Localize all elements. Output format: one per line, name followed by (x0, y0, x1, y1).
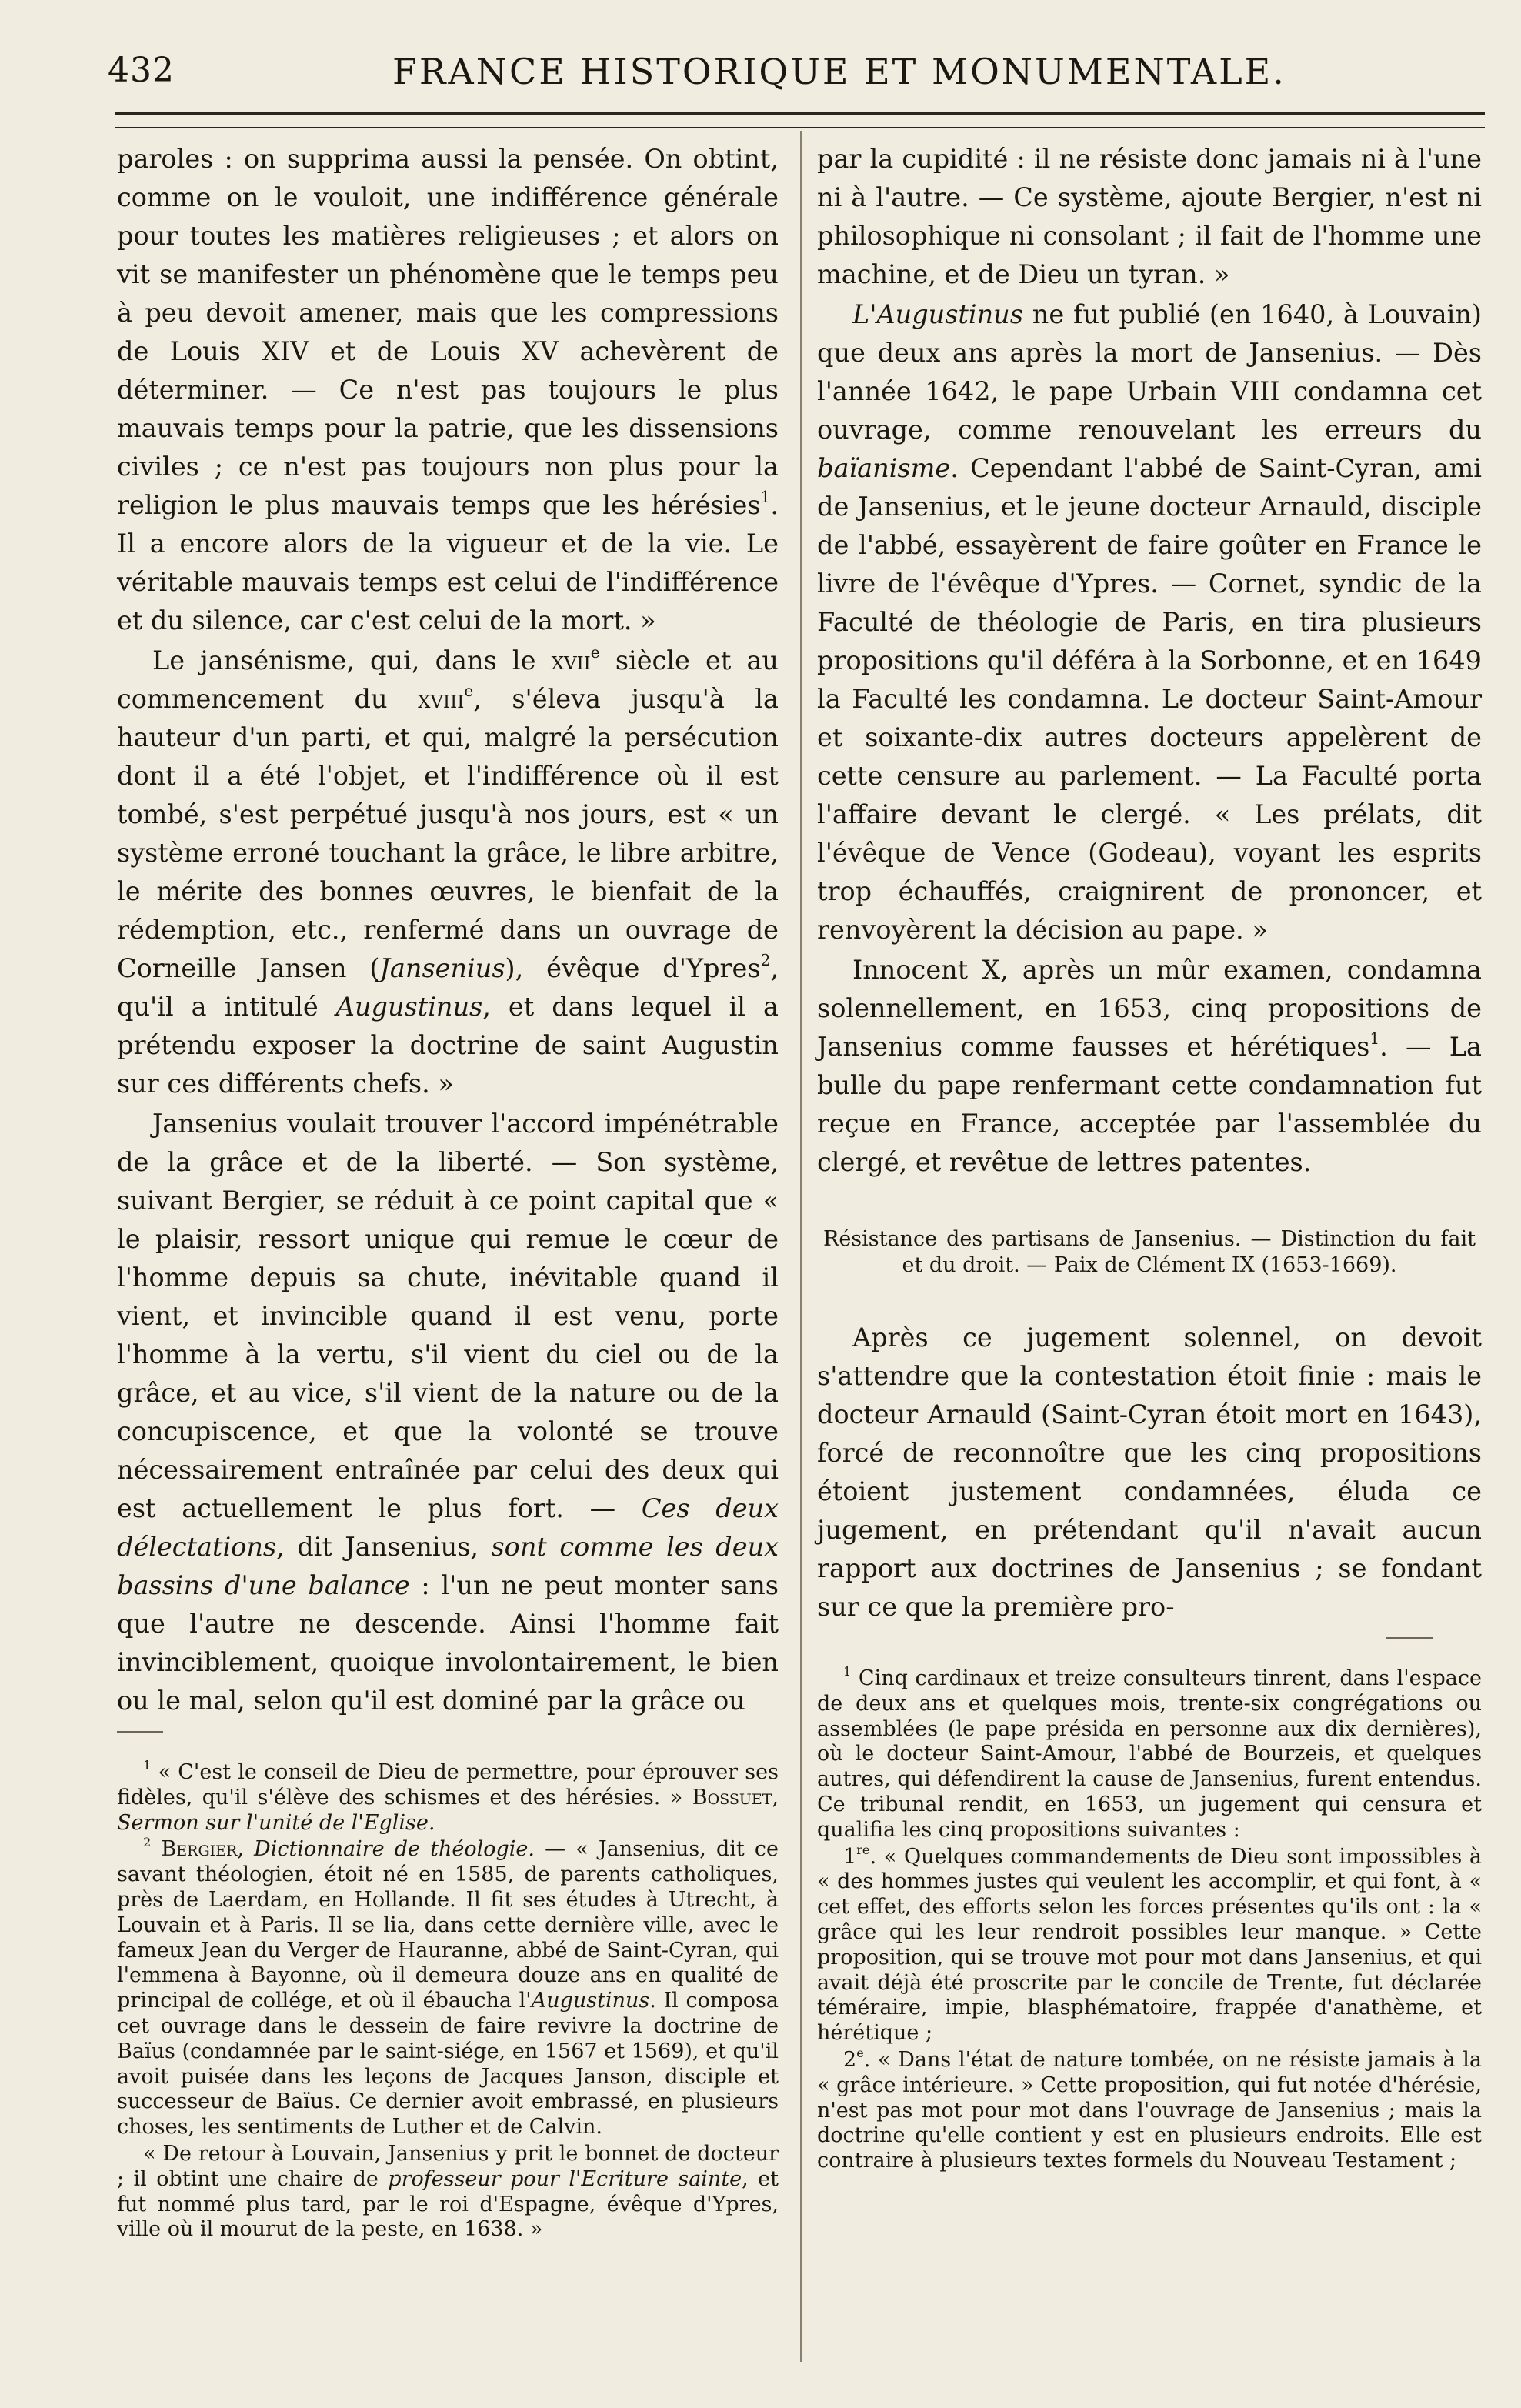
footnote-number: 1 (843, 1663, 852, 1679)
section-heading (823, 1226, 1476, 1279)
text: , s'éleva jusqu'à la hauteur d'un parti, et qui, malgré la persécution dont il a été l'objet, et l'indifférence où il est tombé, s'est perpétué jusqu'à nos jours, est « un système erroné touchant la grâce, le libre arbitre, le mérite des bonnes œuvres, le bienfait de la rédemption, etc., renfermé dans un ouvrage de Corneille Jansen ( (117, 684, 779, 983)
footnote-rule (1386, 1637, 1433, 1639)
footnotes (117, 1757, 779, 2243)
italic-text: Augustinus (335, 992, 483, 1022)
italic-text: Ces deux délectations (117, 1493, 779, 1562)
text: Jansenius voulait trouver l'accord impénétrable de la grâce et de la liberté. — Son système, suivant Bergier, se réduit à ce point capital que « le plaisir, ressort unique qui remue le cœur de l'homme depuis sa chute, inévitable quand il vient, et invincible quand il est venu, porte l'homme à la vertu, s'il vient du ciel ou de la grâce, et au vice, s'il vient de la nature ou de la concupiscence, et que la volonté se trouve nécessairement entraînée par celui des deux qui est actuellement le plus fort. — (117, 1109, 779, 1523)
italic-text: Augustinus (531, 1989, 650, 2013)
text: : l'un ne peut monter sans que l'autre ne descende. Ainsi l'homme fait invinciblement, quoique involontairement, le bien ou le mal, selon qu'il est dominé par la grâce ou (117, 1570, 779, 1716)
century: xvii (551, 645, 591, 675)
section-heading-line: et du droit. — Paix de Clément IX (1653-1669). (902, 1253, 1397, 1277)
text: , dit Jansenius, (276, 1532, 492, 1562)
list-number: 1 (843, 1844, 857, 1869)
text: , et dans lequel il a prétendu exposer la doctrine de saint Augustin sur ces différents chefs. » (117, 992, 779, 1099)
page-header (108, 45, 1485, 98)
text: paroles : on supprima aussi la pensée. On obtint, comme on le vouloit, une indifférence générale pour toutes les matières religieuses ; et alors on vit se manifester un phénomène que le temps peu à peu devoit amener, mais que les compressions de Louis XIV et de Louis XV achevèrent de déterminer. — Ce n'est pas toujours le plus mauvais temps pour la patrie, que les dissensions civiles ; ce n'est pas toujours non plus pour la religion le plus mauvais temps que les hérésies (117, 144, 779, 520)
text: , (772, 1785, 779, 1809)
italic-text: L'Augustinus (852, 299, 1023, 329)
text: . Il composa cet ouvrage dans le dessein de faire revivre la doctrine de Baïus (condamnée par le saint-siége, en 1567 et 1569), et qu'il avoit puisée dans les leçons de Jacques Janson, disciple et successeur de Baïus. Ce dernier avoit embrassé, en plusieurs choses, les sentiments de Luther et de Calvin. (117, 1989, 779, 2140)
list-number: 2 (843, 2047, 857, 2072)
footnotes (817, 1663, 1482, 2174)
author: Bossuet (692, 1785, 772, 1809)
italic-text: Dictionnaire de théologie. (254, 1837, 535, 1862)
footnote-ref: 2 (760, 950, 771, 969)
page-number: 432 (108, 51, 175, 90)
footnote (817, 2045, 1482, 2174)
footnote-ref: 1 (1369, 1029, 1380, 1048)
footnote-number: 2 (143, 1835, 152, 1850)
running-title: FRANCE HISTORIQUE ET MONUMENTALE. (392, 51, 1286, 92)
paragraph (817, 295, 1482, 949)
italic-text: sont comme les deux bassins d'une balance (117, 1532, 779, 1600)
text: . — La bulle du pape renfermant cette condamnation fut reçue en France, acceptée par l'assemblée du clergé, et revêtue de lettres patentes. (817, 1032, 1482, 1177)
text: ne fut publié (en 1640, à Louvain) que deux ans après la mort de Jansenius. — Dès l'année 1642, le pape Urbain VIII condamna cet ouvrage, comme renouvelant les erreurs du (817, 299, 1482, 445)
text: Cinq cardinaux et treize consulteurs tinrent, dans l'espace de deux ans et quelques mois, trente-six congrégations ou assemblées (le pape présida en personne aux dix dernières), où le docteur Saint-Amour, l'abbé de Bourzeis, et quelques autres, qui défendirent la cause de Jansenius, furent entendus. Ce tribunal rendit, en 1653, un jugement qui censura et qualifia les cinq propositions suivantes : (817, 1666, 1482, 1842)
footnote (817, 1842, 1482, 2046)
text: « C'est le conseil de Dieu de permettre, pour éprouver ses fidèles, qu'il s'élève des schismes et des hérésies. » (117, 1760, 779, 1809)
paragraph (817, 951, 1482, 1182)
footnote (117, 2142, 779, 2243)
italic-text: baïanisme (817, 453, 951, 483)
footnote-rule (117, 1731, 163, 1733)
paragraph: par la cupidité : il ne résiste donc jamais ni à l'une ni à l'autre. — Ce système, ajoute Bergier, n'est ni philosophique ni consolant ; il fait de l'homme une machine, et de Dieu un tyran. » (817, 144, 1482, 289)
left-column (117, 140, 779, 2243)
text: Innocent X, après un mûr examen, condamna solennellement, en 1653, cinq propositions de Jansenius comme fausses et hérétiques (817, 955, 1482, 1062)
italic-text: Sermon sur l'unité de l'Eglise. (117, 1810, 435, 1835)
paragraph (117, 1105, 779, 1720)
footnote (117, 1757, 779, 1836)
ordinal: e (856, 2045, 864, 2060)
text: . « Dans l'état de nature tombée, on ne résiste jamais à la « grâce intérieure. » Cette proposition, qui fut notée d'hérésie, n'est pas mot pour mot dans l'ouvrage de Jansenius ; mais la doctrine qu'elle contient y est en plusieurs endroits. Elle est contraire à plusieurs textes formels du Nouveau Testament ; (817, 2047, 1482, 2173)
century: xviii (418, 684, 465, 714)
text: Le jansénisme, qui, dans le (152, 645, 552, 675)
text: , qu'il a intitulé (117, 953, 779, 1022)
text: siècle et au commencement du (117, 645, 779, 714)
section-heading-line: Résistance des partisans de Jansenius. — Distinction du fait (823, 1227, 1476, 1251)
text: . Cependant l'abbé de Saint-Cyran, ami de Jansenius, et le jeune docteur Arnauld, disciple de l'abbé, essayèrent de faire goûter en France le livre de l'évêque d'Ypres. — Cornet, syndic de la Faculté de théologie de Paris, en tira plusieurs propositions qu'il déféra à la Sorbonne, et en 1649 la Faculté les condamna. Le docteur Saint-Amour et soixante-dix autres docteurs appelèrent de cette censure au parlement. — La Faculté porta l'affaire devant le clergé. « Les prélats, dit l'évêque de Vence (Godeau), voyant les esprits trop échauffés, craignirent de prononcer, et renvoyèrent la décision au pape. » (817, 453, 1482, 945)
author: Bergier (161, 1837, 238, 1862)
text: , et fut nommé plus tard, par le roi d'Espagne, évêque d'Ypres, ville où il mourut de la peste, en 1638. » (117, 2166, 779, 2242)
text: ), évêque d'Ypres (505, 953, 761, 983)
ordinal: e (464, 681, 474, 700)
text: . « Quelques commandements de Dieu sont impossibles à « des hommes justes qui veulent les accomplir, et qui font, à « cet effet, des efforts selon les forces présentes qu'ils ont : la « grâce qui les leur rendroit possibles leur manque. » Cette proposition, qui se trouve mot pour mot dans Jansenius, et qui avait déjà été proscrite par le concile de Trente, fut déclarée téméraire, impie, blasphématoire, frappée d'anathème, et hérétique ; (817, 1844, 1482, 2046)
paragraph (117, 140, 779, 640)
footnote (117, 1837, 779, 2140)
text: , (237, 1837, 255, 1862)
column-divider (800, 131, 802, 2362)
text: . Il a encore alors de la vigueur et de la vie. Le véritable mauvais temps est celui de l'indifférence et du silence, car c'est celui de la mort. » (117, 490, 779, 635)
text: « De retour à Louvain, Jansenius y prit le bonnet de docteur ; il obtint une chaire de (117, 2141, 779, 2191)
italic-text: Jansenius (379, 953, 505, 983)
right-column (817, 140, 1482, 2174)
ordinal: re (856, 1842, 870, 1857)
italic-text: professeur pour l'Ecriture sainte (388, 2166, 742, 2191)
paragraph: Après ce jugement solennel, on devoit s'attendre que la contestation étoit finie : mais le docteur Arnauld (Saint-Cyran étoit mort en 1643), forcé de reconnoître que les cinq propositions étoient justement condamnées, éluda ce jugement, en prétendant qu'il n'avait aucun rapport aux doctrines de Jansenius ; se fondant sur ce que la première pro- (817, 1322, 1482, 1622)
footnote-ref: 1 (760, 487, 771, 506)
paragraph (117, 642, 779, 1103)
footnote (817, 1663, 1482, 1843)
header-rule (115, 112, 1485, 128)
ordinal: e (590, 642, 600, 662)
footnote-number: 1 (143, 1757, 152, 1773)
text: — « Jansenius, dit ce savant théologien, étoit né en 1585, de parents catholiques, près de Laerdam, en Hollande. Il fit ses études à Utrecht, à Louvain et à Paris. Il se lia, dans cette dernière ville, avec le fameux Jean du Verger de Hauranne, abbé de Saint-Cyran, qui l'emmena à Bayonne, où il demeura douze ans en qualité de principal de collége, et où il ébaucha l' (117, 1837, 779, 2013)
